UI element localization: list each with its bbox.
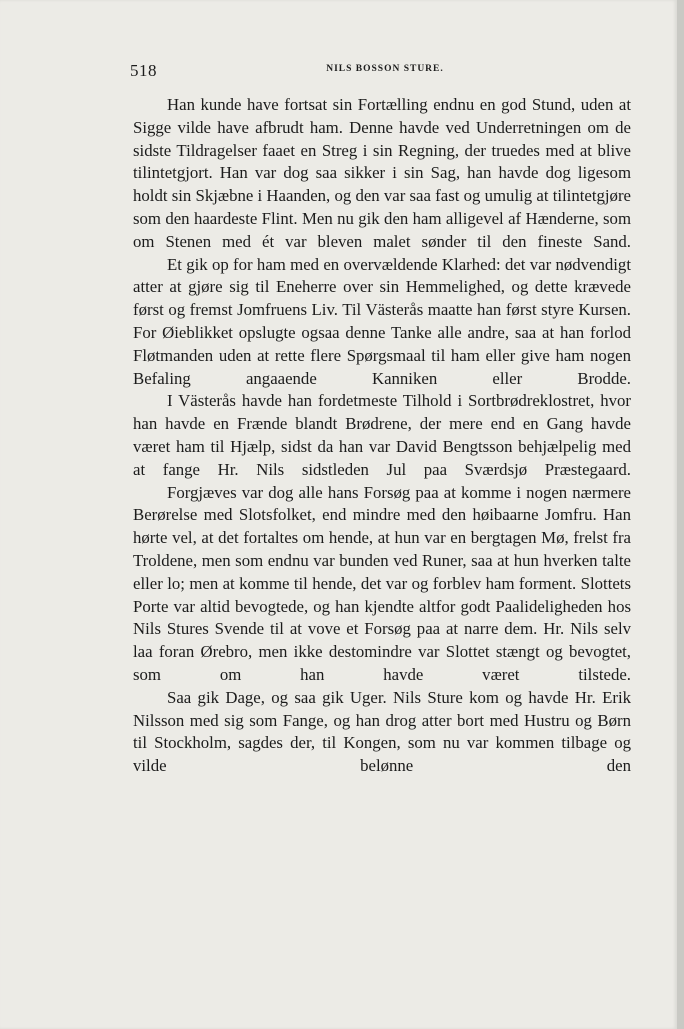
paragraph: Forgjæves var dog alle hans Forsøg paa at komme i nogen nærmere Berørelse med Slotsfolket, end mindre med den høibaarne Jomfru. Han hørte vel, at det fortaltes om hende, at hun var en bergtagen Mø, frelst fra Troldene, men som endnu var bunden ved Runer, saa at hun hverken talte eller lo; men at komme til hende, det var og forblev ham forment. Slottets Porte var altid bevogtede, og han kjendte altfor godt Paalideligheden hos Nils Stures Svende til at vove et Forsøg paa at narre dem. Hr. Nils selv laa foran Ørebro, men ikke destomindre var Slottet stængt og bevogtet, som om han havde været tilstede.	[133, 482, 631, 684]
paragraph: Han kunde have fortsat sin Fortælling endnu en god Stund, uden at Sigge vilde have afbrudt ham. Denne havde ved Underretningen om de sidste Tildragelser faaet en Streg i sin Regning, der truedes med at blive tilintetgjort. Han var dog saa sikker i sin Sag, han havde dog ligesom holdt sin Skjæbne i Haanden, og den var saa fast og umulig at tilintetgjøre som den haardeste Flint. Men nu gik den ham alligevel af Hænderne, som om Stenen med ét var bleven malet sønder til den fineste Sand.	[133, 95, 631, 251]
paragraph: I Västerås havde han fordetmeste Tilhold i Sortbrødreklostret, hvor han havde en Frænde blandt Brødrene, der mere end en Gang havde været ham til Hjælp, sidst da han var David Bengtsson behjælpelig med at fange Hr. Nils sidstleden Jul paa Sværdsjø Præstegaard.	[133, 391, 631, 479]
page-edge	[677, 0, 684, 1029]
page-number: 518	[130, 61, 157, 80]
paragraph: Saa gik Dage, og saa gik Uger. Nils Sture kom og havde Hr. Erik Nilsson med sig som Fange, og han drog atter bort med Hustru og Børn til Stockholm, sagdes der, til Kongen, som nu var kommen tilbage og vilde belønne den	[133, 687, 631, 776]
body-text	[133, 94, 631, 778]
running-head: NILS BOSSON STURE.	[326, 64, 444, 74]
paragraph: Et gik op for ham med en overvældende Klarhed: det var nødvendigt atter at gjøre sig til Eneherre over sin Hemmelighed, og dette krævede først og fremst Jomfruens Liv. Til Västerås maatte han først styre Kursen. For Øieblikket opslugte ogsaa denne Tanke alle andre, saa at han forlod Fløtmanden uden at rette flere Spørgsmaal til ham eller give ham nogen Befaling angaaende Kanniken eller Brodde.	[133, 254, 631, 388]
